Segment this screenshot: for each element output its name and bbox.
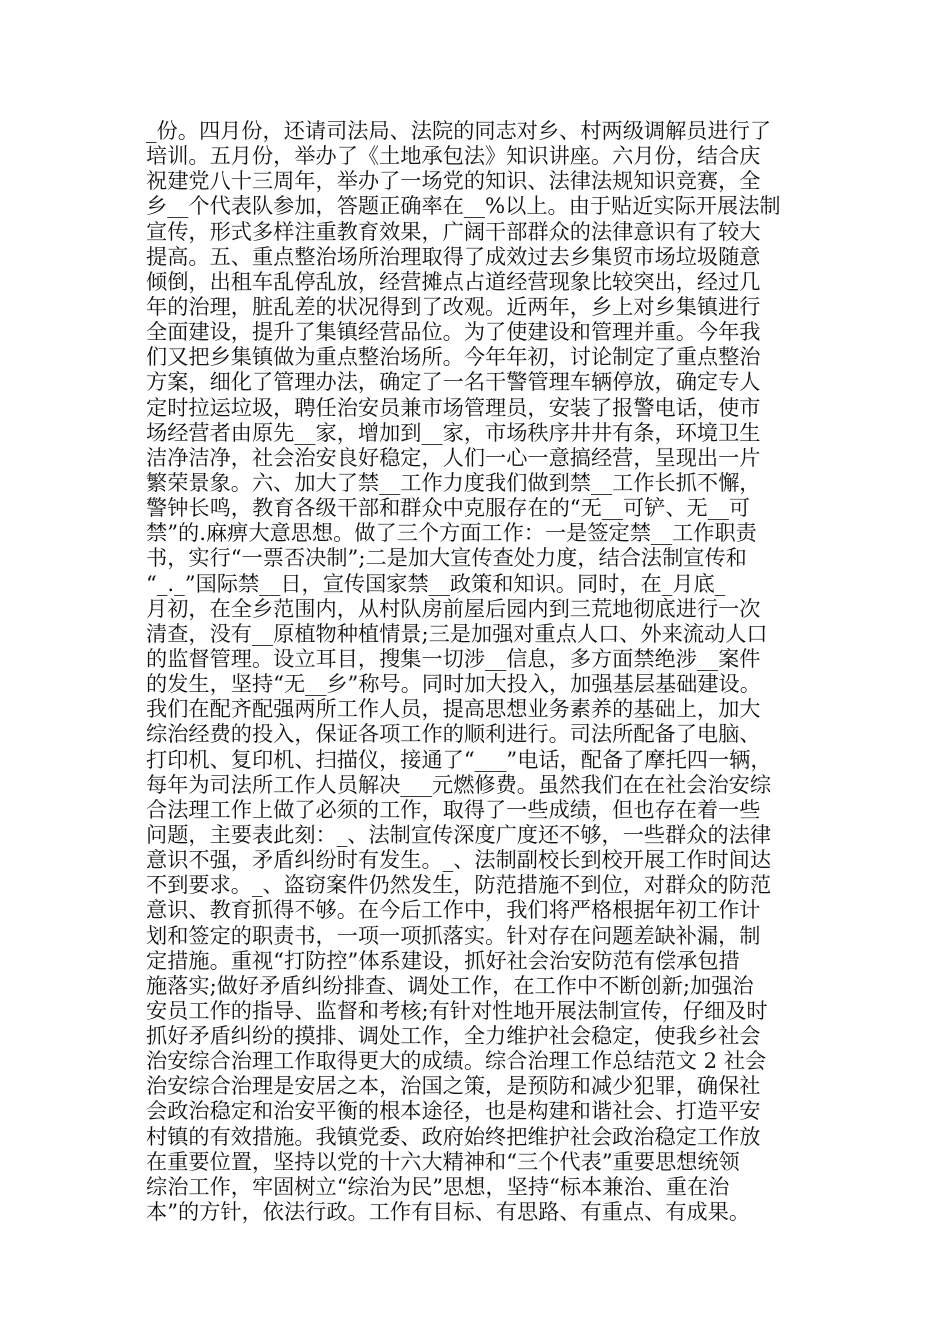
text-line: 抓好矛盾纠纷的摸排、调处工作，全力维护社会稳定，使我乡社会 bbox=[146, 1023, 761, 1049]
text-line: _份。四月份，还请司法局、法院的同志对乡、村两级调解员进行了 bbox=[146, 118, 772, 143]
text-line: 打印机、复印机、扫描仪，接通了“___”电话，配备了摩托四一辆， bbox=[146, 746, 772, 772]
text-line: 治安综合治理工作取得更大的成绩。综合治理工作总结范文 2 社会 bbox=[146, 1048, 767, 1074]
text-line: 宣传，形式多样注重教育效果，广阔干部群众的法律意识有了较大 bbox=[146, 218, 761, 244]
text-line: 培训。五月份，举办了《土地承包法》知识讲座。六月份，结合庆 bbox=[146, 143, 761, 169]
text-line: 方案，细化了管理办法，确定了一名干警管理车辆停放，确定专人 bbox=[146, 369, 761, 395]
text-line: 在重要位置，坚持以党的十六大精神和“三个代表”重要思想统领 bbox=[146, 1148, 740, 1174]
text-line: 意识、教育抓得不够。在今后工作中，我们将严格根据年初工作计 bbox=[146, 897, 761, 923]
text-line: “_._”国际禁__日，宣传国家禁__政策和知识。同时，在_月底_ bbox=[146, 570, 726, 596]
text-line: 祝建党八十三周年，举办了一场党的知识、法律法规知识竞赛，全 bbox=[146, 168, 761, 194]
text-line: 们又把乡集镇做为重点整治场所。今年年初，讨论制定了重点整治 bbox=[146, 344, 761, 370]
text-line: 本”的方针，依法行政。工作有目标、有思路、有重点、有成果。 bbox=[146, 1199, 751, 1225]
text-line: 定时拉运垃圾，聘任治安员兼市场管理员，安装了报警电话，使市 bbox=[146, 394, 761, 420]
text-line: 治安综合治理是安居之本，治国之策，是预防和减少犯罪，确保社 bbox=[146, 1073, 761, 1099]
text-line: 的监督管理。设立耳目，搜集一切涉__信息，多方面禁绝涉__案件 bbox=[146, 645, 761, 671]
text-line: 书，实行“一票否决制”;二是加大宣传查处力度，结合法制宣传和 bbox=[146, 545, 747, 571]
text-line: 禁”的.麻痹大意思想。做了三个方面工作：一是签定禁__工作职责 bbox=[146, 520, 757, 546]
text-line: 合法理工作上做了必须的工作，取得了一些成绩，但也存在着一些 bbox=[146, 796, 761, 822]
text-line: 我们在配齐配强两所工作人员，提高思想业务素养的基础上，加大 bbox=[146, 696, 761, 722]
text-line: 的发生，坚持“无__乡”称号。同时加大投入，加强基层基础建设。 bbox=[146, 671, 761, 697]
text-line: 倾倒，出租车乱停乱放，经营摊点占道经营现象比较突出，经过几 bbox=[146, 268, 761, 294]
text-line: 定措施。重视“打防控”体系建设，抓好社会治安防范有偿承包措 bbox=[146, 947, 740, 973]
text-line: 洁净洁净，社会治安良好稳定，人们一心一意搞经营，呈现出一片 bbox=[146, 444, 761, 470]
text-line: 安员工作的指导、监督和考核;有针对性地开展法制宣传，仔细及时 bbox=[146, 997, 768, 1023]
text-line: 清查，没有__原植物种植情景;三是加强对重点人口、外来流动人口 bbox=[146, 620, 768, 646]
text-line: 综治工作，牢固树立“综治为民”思想，坚持“标本兼治、重在治 bbox=[146, 1173, 730, 1199]
text-line: 全面建设，提升了集镇经营品位。为了使建设和管理并重。今年我 bbox=[146, 319, 761, 345]
text-line: 村镇的有效措施。我镇党委、政府始终把维护社会政治稳定工作放 bbox=[146, 1123, 761, 1149]
text-line: 意识不强，矛盾纠纷时有发生。_、法制副校长到校开展工作时间达 bbox=[146, 847, 772, 873]
text-line: 警钟长鸣，教育各级干部和群众中克服存在的“无__可铲、无__可 bbox=[146, 495, 751, 521]
text-line: 综治经费的投入，保证各项工作的顺利进行。司法所配备了电脑、 bbox=[146, 721, 761, 747]
text-line: 场经营者由原先__家，增加到__家，市场秩序井井有条，环境卫生 bbox=[146, 419, 761, 445]
text-line: 问题，主要表此刻：_、法制宣传深度广度还不够，一些群众的法律 bbox=[146, 821, 772, 847]
text-line: 乡__个代表队参加，答题正确率在__%以上。由于贴近实际开展法制 bbox=[146, 193, 781, 219]
text-line: 每年为司法所工作人员解决___元燃修费。虽然我们在在社会治安综 bbox=[146, 771, 772, 797]
text-line: 划和签定的职责书，一项一项抓落实。针对存在问题差缺补漏，制 bbox=[146, 922, 761, 948]
body-text bbox=[146, 118, 826, 1224]
text-line: 施落实;做好矛盾纠纷排查、调处工作，在工作中不断创新;加强治 bbox=[146, 972, 754, 998]
text-line: 繁荣景象。六、加大了禁__工作力度我们做到禁__工作长抓不懈， bbox=[146, 469, 761, 495]
text-line: 会政治稳定和治安平衡的根本途径，也是构建和谐社会、打造平安 bbox=[146, 1098, 761, 1124]
text-line: 提高。五、重点整治场所治理取得了成效过去乡集贸市场垃圾随意 bbox=[146, 243, 761, 269]
text-line: 月初，在全乡范围内，从村队房前屋后园内到三荒地彻底进行一次 bbox=[146, 595, 761, 621]
text-line: 年的治理，脏乱差的状况得到了改观。近两年，乡上对乡集镇进行 bbox=[146, 293, 761, 319]
text-line: 不到要求。_、盗窃案件仍然发生，防范措施不到位，对群众的防范 bbox=[146, 872, 772, 898]
